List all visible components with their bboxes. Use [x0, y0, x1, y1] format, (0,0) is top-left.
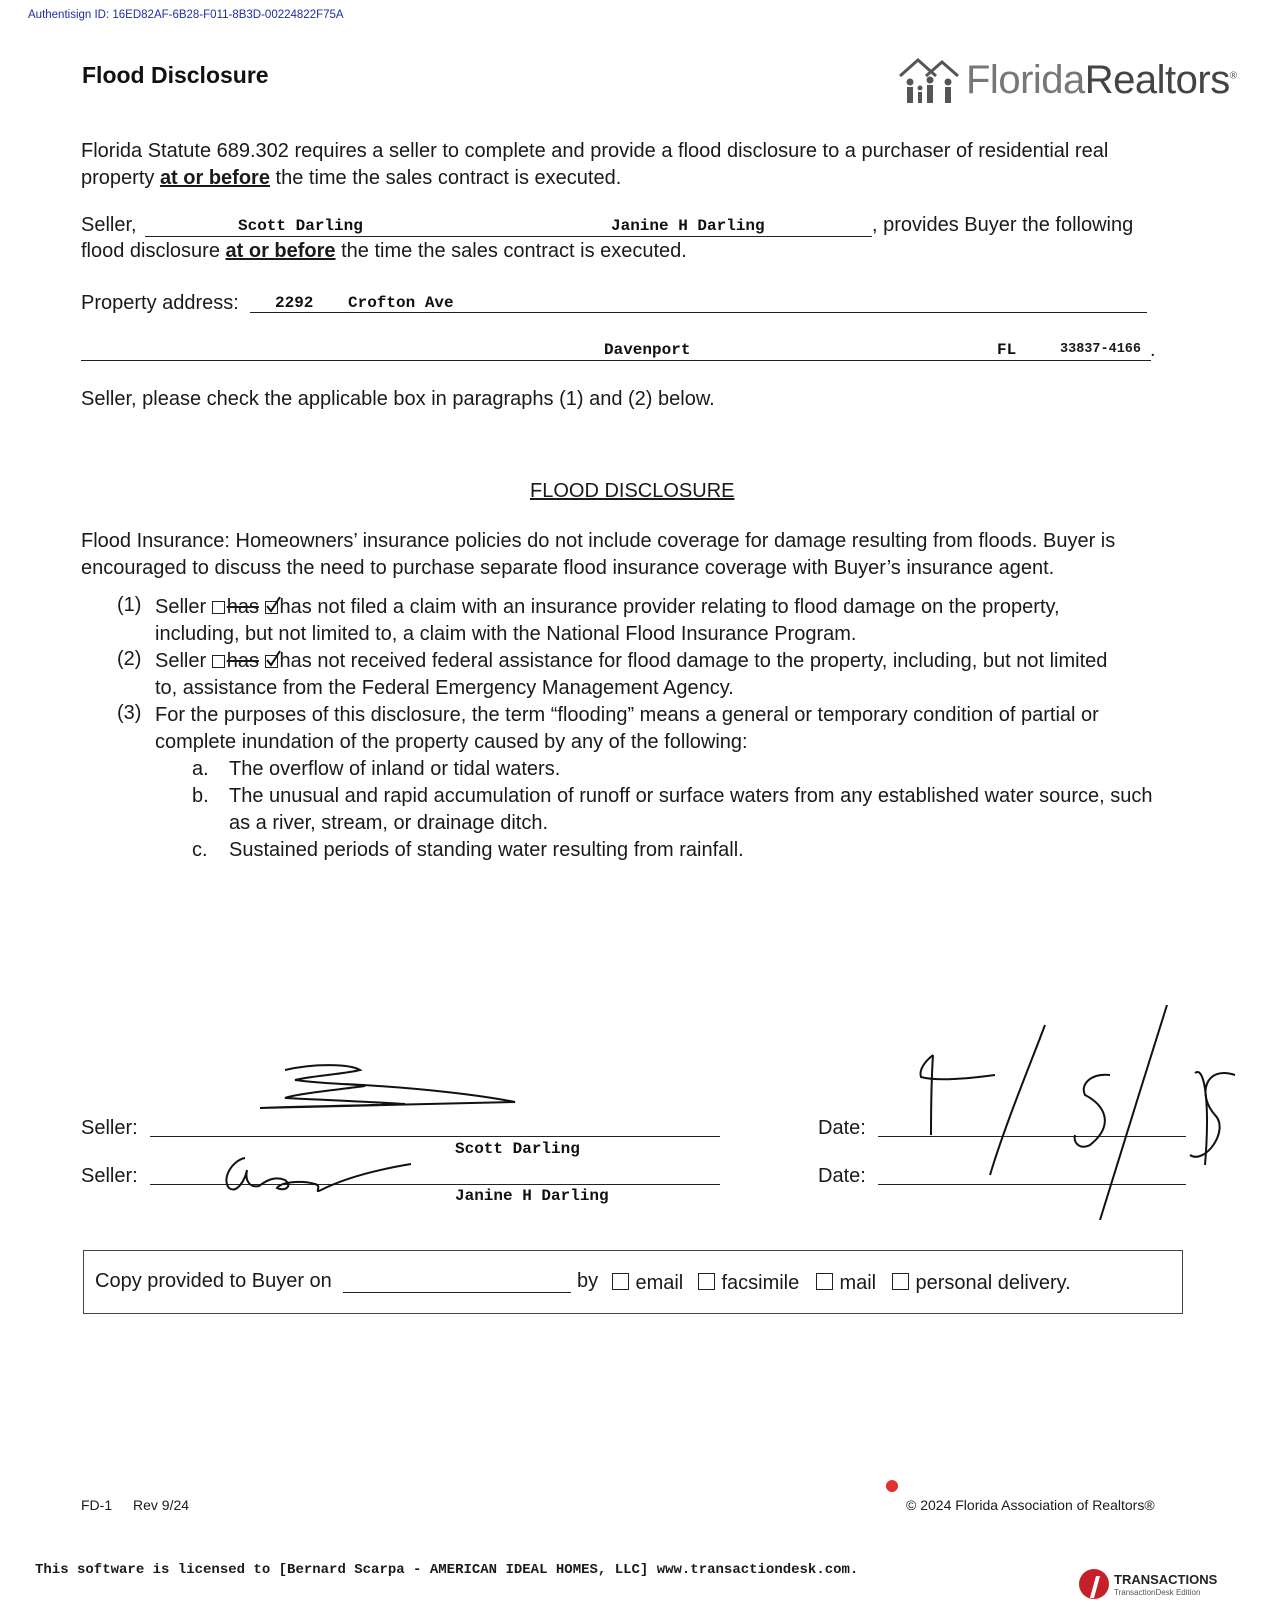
- registered-mark-icon: ®: [1229, 70, 1237, 82]
- item-1-prefix: Seller: [155, 596, 207, 618]
- seller-1-printed-name: Scott Darling: [455, 1140, 580, 1158]
- item-1-text: has not filed a claim with an insurance provider relating to flood damage on the property,: [279, 596, 1060, 618]
- item-1-continuation: including, but not limited to, a claim with the National Flood Insurance Program.: [155, 623, 857, 645]
- checkmark-icon: [264, 650, 282, 668]
- house-family-icon: [896, 54, 966, 110]
- item-1-has-checkbox[interactable]: [212, 601, 225, 614]
- date-2-label: Date:: [818, 1165, 866, 1187]
- property-zip[interactable]: 33837-4166: [1060, 342, 1142, 357]
- property-address-line-1: [250, 312, 1147, 313]
- item-3-c-label: c.: [192, 839, 208, 861]
- intro-line-2: [81, 165, 621, 192]
- item-3-line-2: complete inundation of the property caused by any of the following:: [155, 731, 748, 753]
- form-id: FD-1: [81, 1497, 113, 1513]
- insurance-line-2: encouraged to discuss the need to purchase separate flood insurance coverage with Buyer’s insurance agent.: [81, 557, 1055, 579]
- florida-realtors-logo: [896, 54, 966, 115]
- item-1-number: (1): [117, 594, 142, 616]
- logo-word-realtors: Realtors: [1084, 58, 1230, 102]
- property-period: .: [1150, 339, 1156, 361]
- seller-1-sign-label: Seller:: [81, 1117, 138, 1139]
- property-address-line-2: [81, 360, 1151, 361]
- property-city[interactable]: Davenport: [604, 341, 691, 359]
- item-3-number: (3): [117, 702, 142, 724]
- personal-delivery-option-label: personal delivery.: [915, 1272, 1071, 1294]
- item-2-has-checkbox[interactable]: [212, 655, 225, 668]
- handwritten-date: [905, 1005, 1239, 1220]
- logo-wordmark: [966, 58, 1237, 103]
- email-option-label: email: [635, 1272, 684, 1294]
- date-1-label: Date:: [818, 1117, 866, 1139]
- item-2-has-not-checkbox[interactable]: [265, 655, 278, 668]
- mail-option-label: mail: [839, 1272, 877, 1294]
- authentisign-id: Authentisign ID: 16ED82AF-6B28-F011-8B3D-00224822F75A: [28, 9, 344, 21]
- item-2-text: has not received federal assistance for flood damage to the property, including, but not limited: [279, 650, 1108, 672]
- intro-line-1: Florida Statute 689.302 requires a seller to complete and provide a flood disclosure to a purchaser of residential real: [81, 140, 1109, 162]
- seller-line-2: [81, 238, 687, 265]
- seller-2-printed-name: Janine H Darling: [455, 1187, 609, 1205]
- transactions-name: TRANSACTIONS: [1114, 1572, 1218, 1587]
- form-revision: Rev 9/24: [133, 1497, 190, 1513]
- insurance-line-1: Flood Insurance: Homeowners’ insurance policies do not include coverage for damage resulting from floods. Buyer is: [81, 530, 1116, 552]
- copy-provided-by: by: [577, 1270, 599, 1292]
- checkmark-icon: [264, 596, 282, 614]
- document-title: Flood Disclosure: [82, 62, 269, 88]
- red-dot-icon: [886, 1480, 898, 1492]
- item-3-b-text-2: as a river, stream, or drainage ditch.: [229, 812, 549, 834]
- item-2-prefix: Seller: [155, 650, 207, 672]
- copy-provided-date-line[interactable]: [343, 1292, 571, 1293]
- facsimile-option-label: facsimile: [721, 1272, 800, 1294]
- seller-line-text-end: the time the sales contract is executed.: [335, 240, 687, 262]
- transactions-sub: TransactionDesk Edition: [1114, 1588, 1201, 1597]
- seller-1-handwritten-signature: [255, 1058, 525, 1118]
- intro-text: property: [81, 167, 160, 189]
- personal-delivery-option[interactable]: [892, 1272, 1071, 1295]
- mail-checkbox[interactable]: [816, 1273, 833, 1290]
- seller-names-line: [145, 236, 872, 237]
- item-3-a-text: The overflow of inland or tidal waters.: [229, 758, 561, 780]
- item-3-line-1: For the purposes of this disclosure, the term “flooding” means a general or temporary condition of partial or: [155, 704, 1099, 726]
- section-title: FLOOD DISCLOSURE: [530, 480, 735, 502]
- seller-line-suffix: , provides Buyer the following: [872, 214, 1134, 236]
- email-checkbox[interactable]: [612, 1273, 629, 1290]
- item-3-b-text-1: The unusual and rapid accumulation of runoff or surface waters from any established water source, such: [229, 785, 1153, 807]
- seller-2-sign-label: Seller:: [81, 1165, 138, 1187]
- facsimile-option[interactable]: [698, 1272, 799, 1295]
- seller-line-emphasis: at or before: [225, 240, 336, 262]
- seller-label: Seller,: [81, 214, 137, 236]
- intro-emphasis: at or before: [159, 167, 270, 189]
- seller-2-name[interactable]: Janine H Darling: [611, 217, 765, 235]
- seller-1-signature-line[interactable]: [150, 1136, 720, 1137]
- seller-1-name[interactable]: Scott Darling: [238, 217, 363, 235]
- item-1-has-not-checkbox[interactable]: [265, 601, 278, 614]
- item-1-has-option: has: [226, 596, 259, 618]
- personal-delivery-checkbox[interactable]: [892, 1273, 909, 1290]
- property-state[interactable]: FL: [997, 341, 1017, 359]
- copy-provided-label: Copy provided to Buyer on: [95, 1270, 332, 1292]
- facsimile-checkbox[interactable]: [698, 1273, 715, 1290]
- item-3-c-text: Sustained periods of standing water resulting from rainfall.: [229, 839, 744, 861]
- mail-option[interactable]: [816, 1272, 876, 1295]
- item-3-a-label: a.: [192, 758, 209, 780]
- item-2-number: (2): [117, 648, 142, 670]
- instruction-text: Seller, please check the applicable box in paragraphs (1) and (2) below.: [81, 388, 715, 410]
- item-2-has-option: has: [226, 650, 259, 672]
- item-1-line: [155, 594, 1060, 621]
- property-number[interactable]: 2292: [275, 294, 314, 312]
- item-2-line: [155, 648, 1107, 675]
- seller-line-text: flood disclosure: [81, 240, 226, 262]
- license-notice: This software is licensed to [Bernard Scarpa - AMERICAN IDEAL HOMES, LLC] www.transactiondesk.com.: [35, 1562, 859, 1578]
- intro-text-end: the time the sales contract is executed.: [269, 167, 622, 189]
- transactions-logo-icon: [1078, 1568, 1110, 1600]
- copyright: © 2024 Florida Association of Realtors®: [906, 1497, 1155, 1513]
- property-street[interactable]: Crofton Ave: [348, 294, 454, 312]
- item-3-b-label: b.: [192, 785, 209, 807]
- seller-2-handwritten-signature: [215, 1150, 415, 1200]
- item-2-continuation: to, assistance from the Federal Emergency Management Agency.: [155, 677, 734, 699]
- logo-word-florida: Florida: [966, 58, 1085, 102]
- email-option[interactable]: [612, 1272, 683, 1295]
- property-address-label: Property address:: [81, 292, 239, 314]
